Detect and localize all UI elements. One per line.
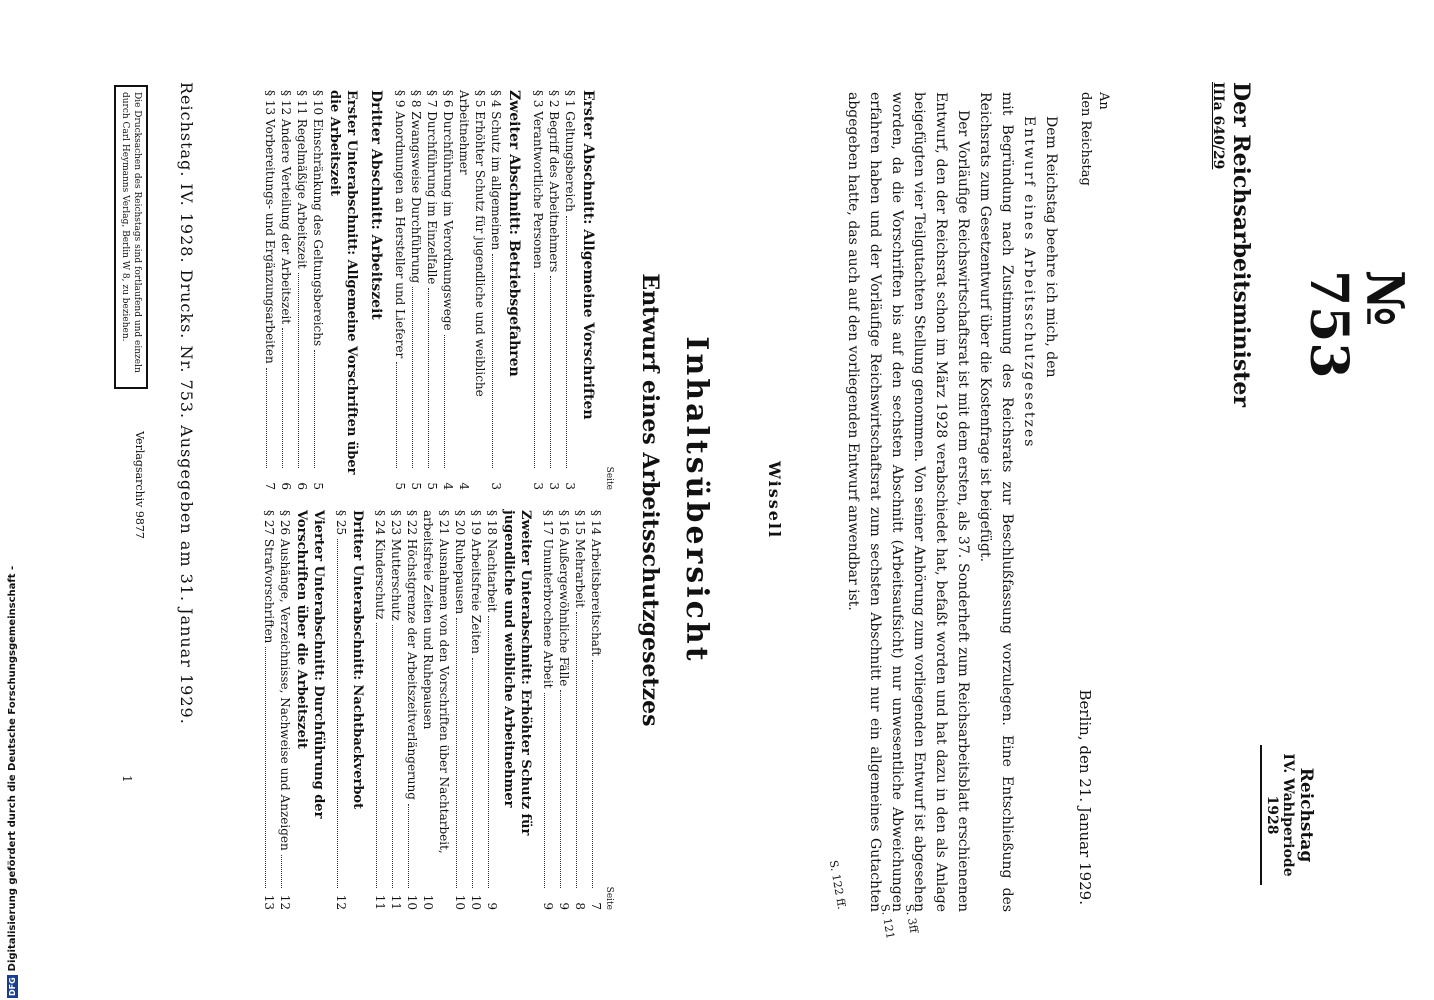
toc-entry (540, 510, 556, 910)
toc-entry-label: § 14 Arbeitsbereitschaft (589, 510, 603, 657)
toc-leader-dots (376, 623, 377, 888)
signature: Wissell (765, 460, 784, 540)
margin-note-2: S. 121 (878, 903, 897, 941)
toc-entry (456, 90, 488, 490)
toc-entry-page: 11 (373, 894, 387, 910)
toc-entry-label: § 3 Verantwortliche Personen (531, 90, 545, 269)
toc-entry (333, 510, 349, 910)
toc-entry-page: 8 (573, 902, 587, 910)
toc-leader-dots (412, 287, 413, 468)
addressee-line1: An (1096, 92, 1111, 110)
toc-section-heading: Erster Abschnitt: Allgemeine Vorschriften (580, 90, 596, 420)
seite-label-right: Seite (604, 886, 614, 910)
toc-entry-page: 5 (409, 482, 423, 490)
toc-leader-dots (488, 616, 489, 888)
toc-entry-page: 4 (457, 482, 471, 490)
addressee (1076, 92, 1112, 252)
toc-entry-page: 6 (295, 482, 309, 490)
toc-leader-dots (444, 335, 445, 468)
toc-leader-dots (576, 612, 577, 888)
toc-entry (556, 510, 572, 910)
toc-leader-dots (534, 273, 535, 468)
toc-entry (530, 90, 546, 490)
toc-entry-label: § 17 Ununterbrochene Arbeit (541, 510, 555, 689)
toc-entry-label: § 19 Arbeitsfreie Zeiten (469, 510, 483, 654)
toc-entry-page: 9 (485, 902, 499, 910)
toc-entry-page: 7 (589, 902, 603, 910)
toc-entry-page: 6 (279, 482, 293, 490)
margin-note-1: S. 3ff (902, 903, 921, 934)
toc-entry-label: § 24 Kinderschutz (373, 510, 387, 620)
toc-entry (488, 90, 504, 490)
toc-entry-label: § 11 Regelmäßige Arbeitszeit (295, 90, 309, 269)
toc-entry-label: § 27 Strafvorschriften (262, 510, 276, 644)
year-label: 1928 (1264, 795, 1280, 835)
toc-leader-dots (265, 647, 266, 888)
toc-right-entries (261, 510, 604, 910)
toc-leader-dots (266, 368, 267, 468)
toc-leader-dots (544, 693, 545, 888)
toc-entry (424, 90, 440, 490)
toc-leader-dots (592, 660, 593, 888)
toc-entry-page: 10 (453, 894, 467, 910)
letter-paragraph-1: mit Begründung nach Zustimmung des Reichsrats zur Beschlußfassung vorzulegen. Eine Entschließung des Reichsrats zum Gesetzentwurf über die Kostenfrage ist beigefügt. (977, 92, 1015, 912)
place-date: Berlin, den 21. Januar 1929. (1076, 689, 1094, 905)
toc-title: Inhaltsübersicht (679, 336, 714, 664)
toc-entry-label: § 23 Mutterschutz (389, 510, 403, 621)
reference-number: IIIa 640/29 (1210, 82, 1226, 170)
toc-leader-dots (392, 625, 393, 888)
toc-leader-dots (281, 855, 282, 888)
reichstag-box (1260, 745, 1316, 885)
toc-entry-page: 3 (531, 482, 545, 490)
toc-leader-dots (492, 254, 493, 468)
digitization-credit (4, 565, 20, 998)
toc-entry-page: 3 (489, 482, 503, 490)
toc-entry (452, 510, 468, 910)
ministry-title: Der Reichsarbeitsminister (1228, 82, 1254, 407)
toc-entry (310, 90, 326, 490)
digitization-credit-text: Digitalisierung gefördert durch die Deutsche Forschungsgemeinschaft - (6, 565, 18, 972)
publisher-notice: Die Drucksachen des Reichstags sind fortlaufend und einzeln durch Carl Heymanns Verlag, Berlin W 8, zu beziehen. (114, 85, 148, 389)
addressee-line2: den Reichstag (1078, 92, 1093, 186)
toc-entry-label: § 12 Andere Verteilung der Arbeitszeit (279, 90, 293, 325)
toc-entry (392, 90, 408, 490)
toc-entry-page: 12 (334, 894, 348, 910)
toc-entry (468, 510, 484, 910)
toc-entry-label: § 18 Nachtarbeit (485, 510, 499, 613)
toc-entry (420, 510, 452, 910)
toc-entry-label: § 6 Durchführung im Verordnungswege (441, 90, 455, 331)
wahlperiode-label: IV. Wahlperiode (1280, 753, 1296, 877)
margin-note-3: S. 122 ff. (826, 859, 849, 911)
toc-entry-page: 10 (421, 894, 435, 910)
toc-entry-page: 7 (263, 482, 277, 490)
toc-leader-dots (408, 804, 409, 888)
toc-entry-label: § 7 Durchführung im Einzelfalle (425, 90, 439, 285)
page-number: 1 (120, 775, 134, 783)
toc-entry-label: § 15 Mehrarbeit (573, 510, 587, 609)
toc-leader-dots (396, 362, 397, 468)
toc-entry-label: § 22 Höchstgrenze der Arbeitszeitverlängerung (405, 510, 419, 800)
reichstag-label: Reichstag (1296, 767, 1316, 863)
toc-entry-label: § 10 Einschränkung des Geltungsbereichs (311, 90, 325, 347)
toc-entry (408, 90, 424, 490)
toc-entry (262, 90, 278, 490)
toc-entry (484, 510, 500, 910)
toc-entry (277, 510, 293, 910)
toc-leader-dots (560, 690, 561, 888)
archive-number: Verlagsarchiv 9877 (133, 431, 146, 539)
toc-entry-label: § 5 Erhöhter Schutz für jugendliche und weibliche Arbeitnehmer (457, 90, 487, 397)
toc-entry-label: § 8 Zwangsweise Durchführung (409, 90, 423, 284)
toc-column-left (262, 90, 614, 490)
toc-subsection-heading: Vierter Unterabschnitt: Durchführung der Vorschriften über die Arbeitszeit (294, 510, 326, 819)
toc-entry-page: 3 (547, 482, 561, 490)
toc-leader-dots (337, 539, 338, 888)
toc-entry (372, 510, 388, 910)
document-number: № 753 (1298, 270, 1415, 379)
toc-entry-label: § 4 Schutz im allgemeinen (489, 90, 503, 251)
toc-section-heading: Zweiter Abschnitt: Betriebsgefahren (506, 90, 522, 377)
toc-entry-page: 5 (425, 482, 439, 490)
toc-entry-label: § 26 Aushänge, Verzeichnisse, Nachweise und Anzeigen (278, 510, 292, 851)
toc-entry (294, 90, 310, 490)
toc-leader-dots (566, 216, 567, 468)
letter-paragraph-2: Der Vorläufige Reichswirtschaftsrat ist mit dem ersten, als 37. Sonderheft zum Reichsarbeitsblatt erschienenen Entwurf, den der Reichsrat schon im März 1928 verabschiedet hat, befaßt worden und hat dazu in den als Anlage beigefügten vier Teilgutachten Stellung genommen. Von seiner Anhörung zum vorliegenden Entwurf ist abgesehen worden, da die Vorschriften bis auf den sechsten Abschnitt (Arbeitsaufsicht) nur unwesentliche Abweichungen erfahren haben und der Vorläufige Reichswirtschaftsrat zum sechsten Abschnitt nur ein allgemeines Gutachten abgegeben hatte, das auch auf den vorliegenden Entwurf anwendbar ist. (845, 92, 971, 912)
toc-entry (278, 90, 294, 490)
toc-entry-label: § 1 Geltungsbereich (563, 90, 577, 212)
toc-entry (562, 90, 578, 490)
toc-entry (588, 510, 604, 910)
toc-leader-dots (314, 350, 315, 468)
toc-leader-dots (472, 658, 473, 888)
toc-subsection-heading: Erster Unterabschnitt: Allgemeine Vorschriften über die Arbeitszeit (327, 90, 359, 475)
letter-body (842, 92, 1062, 912)
toc-entry-page: 9 (557, 902, 571, 910)
toc-subsection-heading: Dritter Unterabschnitt: Nachtbackverbot (350, 510, 365, 810)
toc-entry-page: 10 (405, 894, 419, 910)
dfg-logo: DFG (7, 977, 17, 996)
toc-entry-label: § 16 Außergewöhnliche Fälle (557, 510, 571, 687)
toc-leader-dots (456, 618, 457, 888)
toc-leader-dots (282, 328, 283, 468)
toc-entry-page: 12 (278, 894, 292, 910)
header-rule (1260, 745, 1262, 885)
toc-entry-label: § 13 Vorbereitungs- und Ergänzungsarbeiten (263, 90, 277, 364)
toc-left-entries (262, 90, 598, 490)
toc-entry-page: 5 (311, 482, 325, 490)
toc-subtitle: Entwurf eines Arbeitsschutzgesetzes (637, 273, 663, 727)
toc-entry-label: § 21 Ausnahmen von den Vorschriften über Nachtarbeit, arbeitsfreie Zeiten und Ruhepausen (421, 510, 451, 854)
toc-entry (572, 510, 588, 910)
toc-entry-label: § 25 (334, 510, 348, 536)
toc-leader-dots (550, 276, 551, 468)
bill-title: Entwurf eines Arbeitsschutzgesetzes (1021, 116, 1037, 449)
toc-entry-page: 13 (262, 894, 276, 910)
toc-entry-label: § 9 Anordnungen an Hersteller und Lieferer (393, 90, 407, 359)
seite-label-left: Seite (604, 466, 614, 490)
toc-entry (261, 510, 277, 910)
toc-subsection-heading: Zweiter Unterabschnitt: Erhöhter Schutz für jugendliche und weibliche Arbeitnehmer (501, 510, 533, 836)
toc-entry-page: 9 (541, 902, 555, 910)
toc-entry-page: 3 (563, 482, 577, 490)
toc-entry (546, 90, 562, 490)
toc-entry (404, 510, 420, 910)
toc-entry-label: § 2 Begriff des Arbeitnehmers (547, 90, 561, 273)
toc-entry (440, 90, 456, 490)
toc-entry (388, 510, 404, 910)
toc-entry-page: 4 (441, 482, 455, 490)
toc-column-right (261, 510, 614, 910)
toc-leader-dots (298, 273, 299, 468)
toc-entry-label: § 20 Ruhepausen (453, 510, 467, 615)
toc-entry-page: 5 (393, 482, 407, 490)
toc-section-heading: Dritter Abschnitt: Arbeitszeit (368, 90, 384, 320)
toc-entry-page: 10 (469, 894, 483, 910)
toc-entry-page: 11 (389, 894, 403, 910)
letter-opening: Dem Reichstag beehre ich mich, den (1043, 116, 1059, 378)
toc-leader-dots (428, 288, 429, 468)
issue-line: Reichstag. IV. 1928. Drucks. Nr. 753. Ausgegeben am 31. Januar 1929. (177, 82, 196, 725)
